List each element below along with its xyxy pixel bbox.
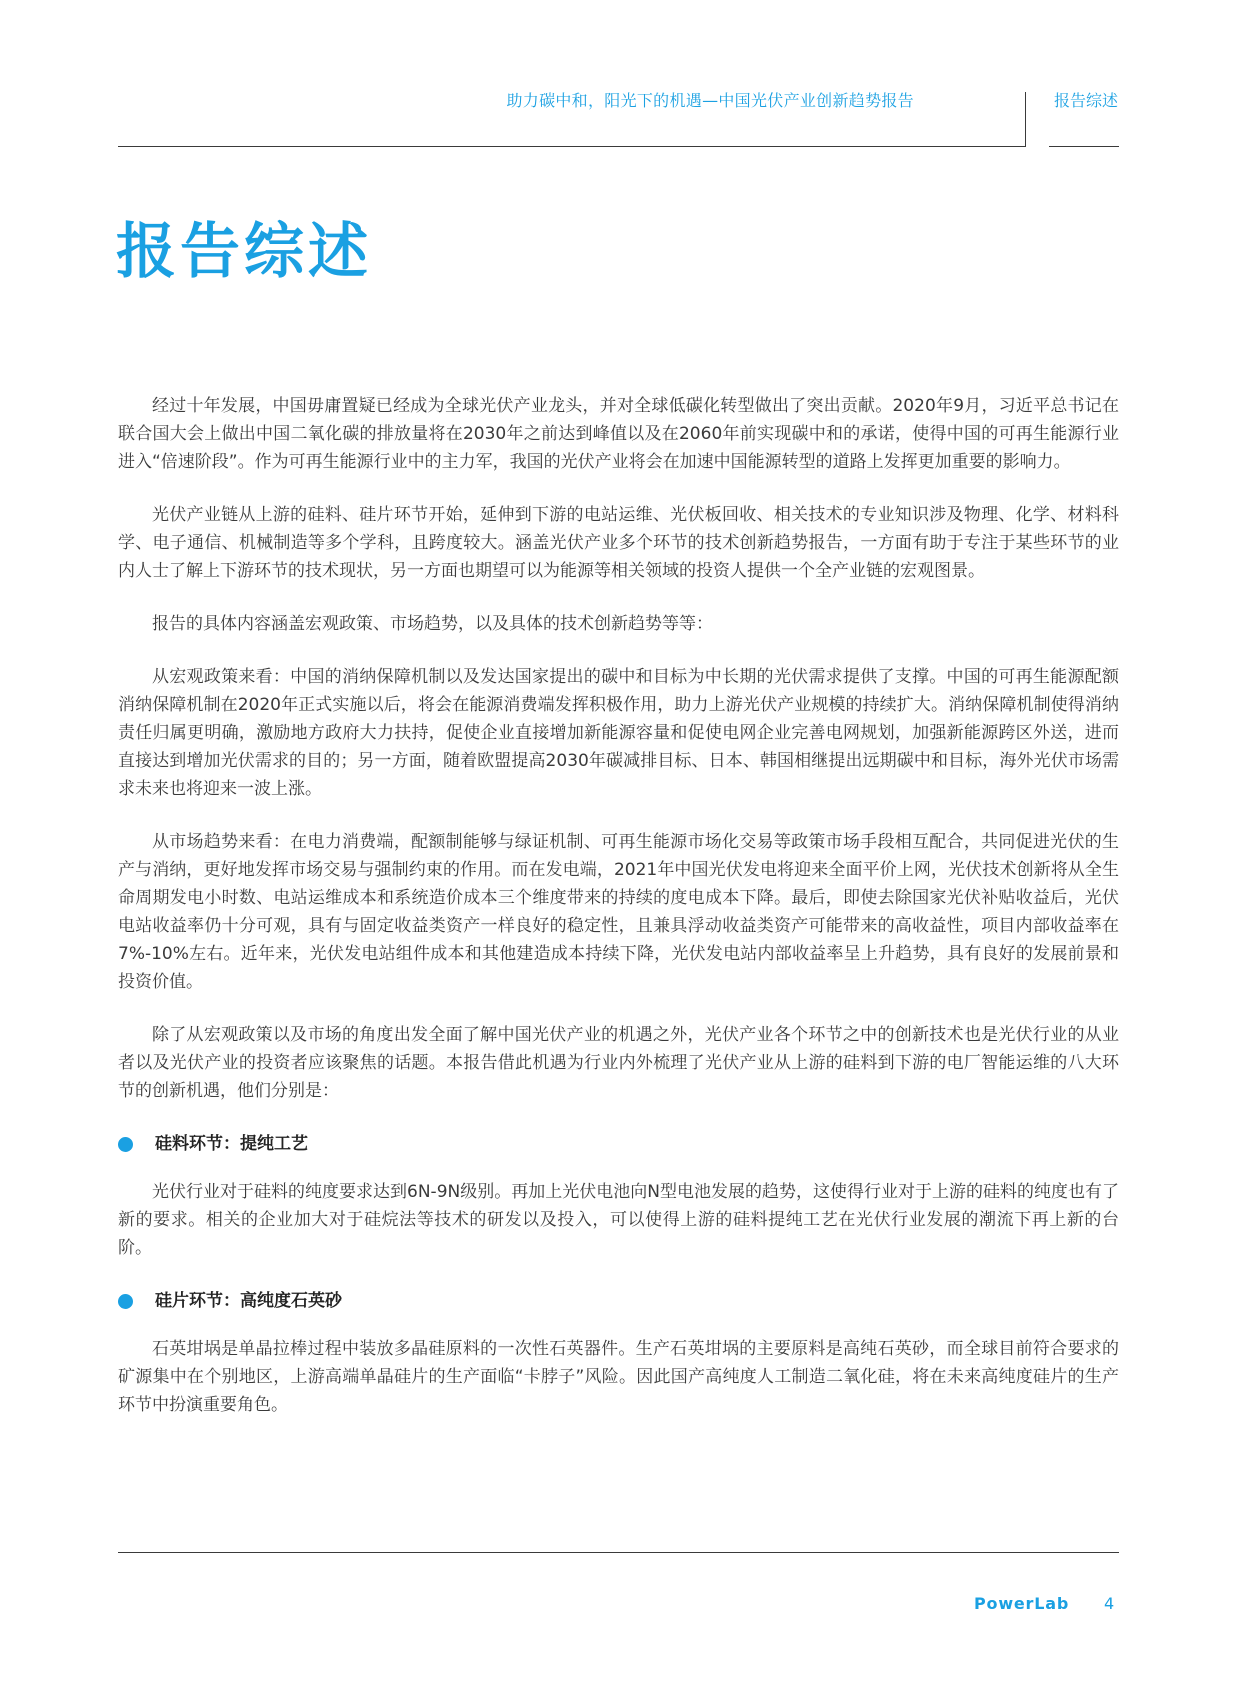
header-divider: [1025, 92, 1026, 147]
paragraph-market-trend: 从市场趋势来看：在电力消费端，配额制能够与绿证机制、可再生能源市场化交易等政策市场手段相互配合，共同促进光伏的生产与消纳，更好地发挥市场交易与强制约束的作用。而在发电端，2021年中国光伏发电将迎来全面平价上网，光伏技术创新将从全生命周期发电小时数、电站运维成本和系统造价成本三个维度带来的持续的度电成本下降。最后，即使去除国家光伏补贴收益后，光伏电站收益率仍十分可观，具有与固定收益类资产一样良好的稳定性，且兼具浮动收益类资产可能带来的高收益性，项目内部收益率在7%-10%左右。近年来，光伏发电站组件成本和其他建造成本持续下降，光伏发电站内部收益率呈上升趋势，具有良好的发展前景和投资价值。: [118, 832, 1119, 992]
report-title: 助力碳中和，阳光下的机遇—中国光伏产业创新趋势报告: [506, 91, 914, 110]
page-number: 4: [1104, 1594, 1115, 1613]
paragraph-intro: 经过十年发展，中国毋庸置疑已经成为全球光伏产业龙头，并对全球低碳化转型做出了突出贡献。2020年9月，习近平总书记在联合国大会上做出中国二氧化碳的排放量将在2030年之前达到峰值以及在2060年前实现碳中和的承诺，使得中国的可再生能源行业进入“倍速阶段”。作为可再生能源行业中的主力军，我国的光伏产业将会在加速中国能源转型的道路上发挥更加重要的影响力。: [118, 396, 1119, 472]
section-heading-text: 硅料环节：提纯工艺: [155, 1134, 308, 1154]
footer-brand: PowerLab: [974, 1594, 1070, 1613]
paragraph-innovation: 除了从宏观政策以及市场的角度出发全面了解中国光伏产业的机遇之外，光伏产业各个环节之中的创新技术也是光伏行业的从业者以及光伏产业的投资者应该聚焦的话题。本报告借此机遇为行业内外梳理了光伏产业从上游的硅料到下游的电厂智能运维的八大环节的创新机遇，他们分别是：: [118, 1025, 1119, 1101]
paragraph-industry-chain: 光伏产业链从上游的硅料、硅片环节开始，延伸到下游的电站运维、光伏板回收、相关技术的专业知识涉及物理、化学、材料科学、电子通信、机械制造等多个学科，且跨度较大。涵盖光伏产业多个环节的技术创新趋势报告，一方面有助于专注于某些环节的业内人士了解上下游环节的技术现状，另一方面也期望可以为能源等相关领域的投资人提供一个全产业链的宏观图景。: [118, 505, 1119, 581]
bullet-dot-icon: [118, 1137, 133, 1152]
section-heading-silicon-material: [118, 1130, 1119, 1158]
paragraph-macro-policy: 从宏观政策来看：中国的消纳保障机制以及发达国家提出的碳中和目标为中长期的光伏需求提供了支撑。中国的可再生能源配额消纳保障机制在2020年正式实施以后，将会在能源消费端发挥积极作用，助力上游光伏产业规模的持续扩大。消纳保障机制使得消纳责任归属更明确，激励地方政府大力扶持，促使企业直接增加新能源容量和促使电网企业完善电网规划，加强新能源跨区外送，进而直接达到增加光伏需求的目的；另一方面，随着欧盟提高2030年碳减排目标、日本、韩国相继提出远期碳中和目标，海外光伏市场需求未来也将迎来一波上涨。: [118, 667, 1119, 799]
section-heading-text: 硅片环节：高纯度石英砂: [155, 1291, 342, 1311]
paragraph-scope: 报告的具体内容涵盖宏观政策、市场趋势，以及具体的技术创新趋势等等：: [152, 614, 713, 634]
section-heading-silicon-wafer: [118, 1287, 1119, 1315]
report-body: [118, 392, 1119, 1444]
header-rule-right: [1049, 146, 1119, 147]
section-body-silicon-wafer: 石英坩埚是单晶拉棒过程中装放多晶硅原料的一次性石英器件。生产石英坩埚的主要原料是高纯石英砂，而全球目前符合要求的矿源集中在个别地区，上游高端单晶硅片的生产面临“卡脖子”风险。因此国产高纯度人工制造二氧化硅，将在未来高纯度硅片的生产环节中扮演重要角色。: [118, 1339, 1119, 1415]
section-label: 报告综述: [1053, 91, 1118, 110]
bullet-dot-icon: [118, 1294, 133, 1309]
header-rule: [118, 146, 1026, 147]
footer-rule: [118, 1552, 1119, 1553]
section-body-silicon-material: 光伏行业对于硅料的纯度要求达到6N-9N级别。再加上光伏电池向N型电池发展的趋势，这使得行业对于上游的硅料的纯度也有了新的要求。相关的企业加大对于硅烷法等技术的研发以及投入，可以使得上游的硅料提纯工艺在光伏行业发展的潮流下再上新的台阶。: [118, 1182, 1119, 1258]
page-title: 报告综述: [116, 217, 372, 287]
